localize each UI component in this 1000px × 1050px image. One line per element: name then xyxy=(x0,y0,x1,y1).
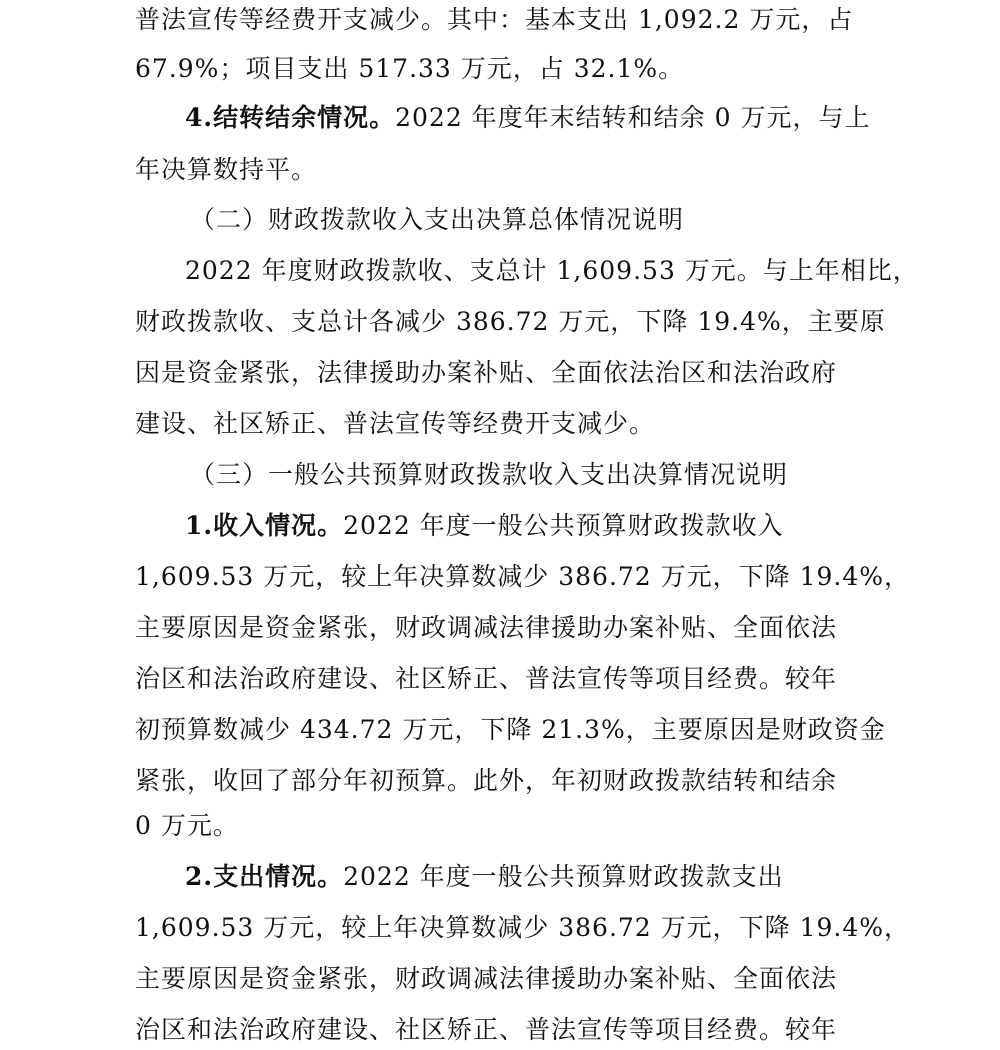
paragraph-line: 建设、社区矫正、普法宣传等经费开支减少。 xyxy=(135,409,656,438)
section-heading-line: 1.收入情况。2022 年度一般公共预算财政拨款收入 xyxy=(185,511,784,540)
paragraph-line: 初预算数减少 434.72 万元，下降 21.3%，主要原因是财政资金 xyxy=(135,715,886,744)
section-heading: 4.结转结余情况。 xyxy=(185,103,396,132)
paragraph-line: 1,609.53 万元，较上年决算数减少 386.72 万元，下降 19.4%， xyxy=(135,913,911,942)
section-heading-line: 4.结转结余情况。2022 年度年末结转和结余 0 万元，与上 xyxy=(185,103,871,132)
paragraph-line: 1,609.53 万元，较上年决算数减少 386.72 万元，下降 19.4%， xyxy=(135,562,911,591)
paragraph-line: 主要原因是资金紧张，财政调减法律援助办案补贴、全面依法 xyxy=(135,613,838,642)
paragraph-line: 普法宣传等经费开支减少。其中：基本支出 1,092.2 万元，占 xyxy=(135,5,854,34)
paragraph-line: 因是资金紧张，法律援助办案补贴、全面依法治区和法治政府 xyxy=(135,358,838,387)
paragraph-line: 主要原因是资金紧张，财政调减法律援助办案补贴、全面依法 xyxy=(135,964,838,993)
paragraph-line: 治区和法治政府建设、社区矫正、普法宣传等项目经费。较年 xyxy=(135,1015,838,1044)
section-heading-line: 2.支出情况。2022 年度一般公共预算财政拨款支出 xyxy=(185,862,784,891)
paragraph-line: 年决算数持平。 xyxy=(135,155,318,184)
paragraph-line: 治区和法治政府建设、社区矫正、普法宣传等项目经费。较年 xyxy=(135,664,838,693)
paragraph-line: 0 万元。 xyxy=(135,811,239,840)
paragraph-line: 财政拨款收、支总计各减少 386.72 万元，下降 19.4%，主要原 xyxy=(135,307,886,336)
paragraph-line: 2022 年度财政拨款收、支总计 1,609.53 万元。与上年相比， xyxy=(185,256,919,285)
paragraph-line: 67.9%；项目支出 517.33 万元，占 32.1%。 xyxy=(135,54,685,83)
section-heading: 1.收入情况。 xyxy=(185,511,344,540)
subsection-heading: （二）财政拨款收入支出决算总体情况说明 xyxy=(190,205,685,234)
subsection-heading: （三）一般公共预算财政拨款收入支出决算情况说明 xyxy=(190,460,789,489)
section-heading: 2.支出情况。 xyxy=(185,862,344,891)
paragraph-line: 紧张，收回了部分年初预算。此外，年初财政拨款结转和结余 xyxy=(135,766,838,795)
